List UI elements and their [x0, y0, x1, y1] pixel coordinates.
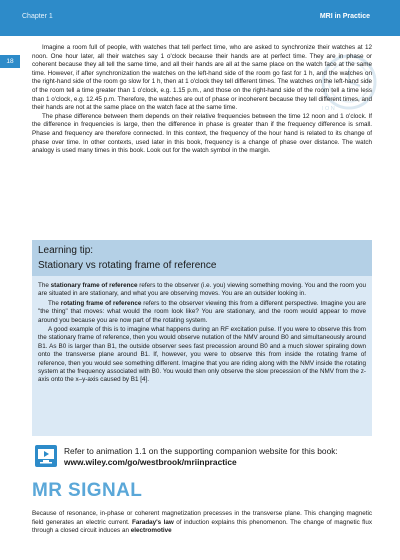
learning-tip-title: Stationary vs rotating frame of reference [38, 260, 217, 271]
tip-paragraph-example: A good example of this is to imagine what happens during an RF excitation pulse. If you were to observe this from the stationary frame of reference, then you would observe nutation of the NMV around B0 and simultaneously around B1. As B0 is larger than B1, the outside observer sees fast precession around B0 and a much slower spiraling down onto the transverse plane around B1. If, however, you were to observe this from inside the rotating frame of reference, then you would see something different. Imagine that you are riding along with the NMV inside the rotating system at the frequency associated with B0. You would then only observe the slow precession of the NMV from the z-axis onto the x–y-axis caused by B1 [4]. [38, 326, 366, 384]
term-stationary-frame: stationary frame of reference [50, 282, 138, 289]
term-faradays-law: Faraday's law [132, 518, 174, 526]
learning-tip-box [32, 240, 372, 436]
paragraph-phase-difference: The phase difference between them depends on their relative frequencies between the time 12 noon and 1 o'clock. If the difference in frequencies is large, then the difference in phase is greater than if the frequency difference is small. Phase and frequency are therefore connected. In this context, the frequency of the hour hand is related to its change of phase over time. In other contexts, used later in this book, frequency is a change of phase over distance. The watch analogy is used many times in this book. Look out for the watch symbol in the margin. [32, 112, 372, 155]
tip-paragraph-stationary: The stationary frame of reference refers to the observer (i.e. you) viewing something moving. You and the room you are situated in are stationary, and what you are observing moves. You are an outsider looking in. [38, 282, 366, 298]
term-rotating-frame: rotating frame of reference [60, 299, 142, 307]
animation-reference-text: Refer to animation 1.1 on the supporting companion website for this book: [64, 446, 338, 456]
watermark-text: ION [322, 106, 337, 112]
page-number: 18 [0, 55, 20, 68]
book-title: MRI in Practice [319, 13, 370, 20]
paragraph-watch-analogy: Imagine a room full of people, with watches that tell perfect time, who are asked to synchronize their watches at 12 noon. One hour later, all their watches say 1 o'clock because their hands are at perfect time. They are in phase or coherent because they all tell the same time, and all their hands are all at the same place on the watch face at the same time. However, if after synchronization the watches on the left-hand side of the room go fast for 1 h, and the watches on the right-hand side of the room go slow for 1 h, then at 1 o'clock they tell different times. The watches on the left-hand side of the room tell a time greater than 1 o'clock, e.g. 1.15 p.m., and those on the right-hand side of the room tell a time less than 1 o'clock, e.g. 12.45 p.m. Therefore, the watches are out of phase or incoherent because they tell different times, and their hands are not at the same place on the watch face at the same time. [32, 44, 372, 112]
animation-reference [64, 446, 384, 468]
section-heading: MR SIGNAL [32, 480, 143, 501]
section-intro-paragraph: Because of resonance, in-phase or coherent magnetization precesses in the transverse plane. This changing magnetic field generates an electric current. Faraday's law of induction explains this phenomenon. The change of magnetic flux through a closed circuit induces an electromotive [32, 510, 372, 535]
companion-website-link[interactable]: www.wiley.com/go/westbrook/mriinpractice [64, 457, 237, 467]
term-electromotive: electromotive [130, 527, 172, 535]
body-text [32, 44, 372, 156]
learning-tip-label: Learning tip: [38, 245, 94, 256]
monitor-play-icon [34, 444, 58, 468]
learning-tip-header [32, 240, 372, 276]
tip-paragraph-rotating: The rotating frame of reference refers to the observer viewing this from a different perspective. Imagine you are "the thing" that moves: what would the room look like? You are stationary, and the room would appear to move around you because you are now part of the rotating system. [38, 299, 366, 324]
running-header [0, 0, 400, 36]
learning-tip-body [38, 282, 366, 386]
chapter-label: Chapter 1 [22, 13, 53, 20]
